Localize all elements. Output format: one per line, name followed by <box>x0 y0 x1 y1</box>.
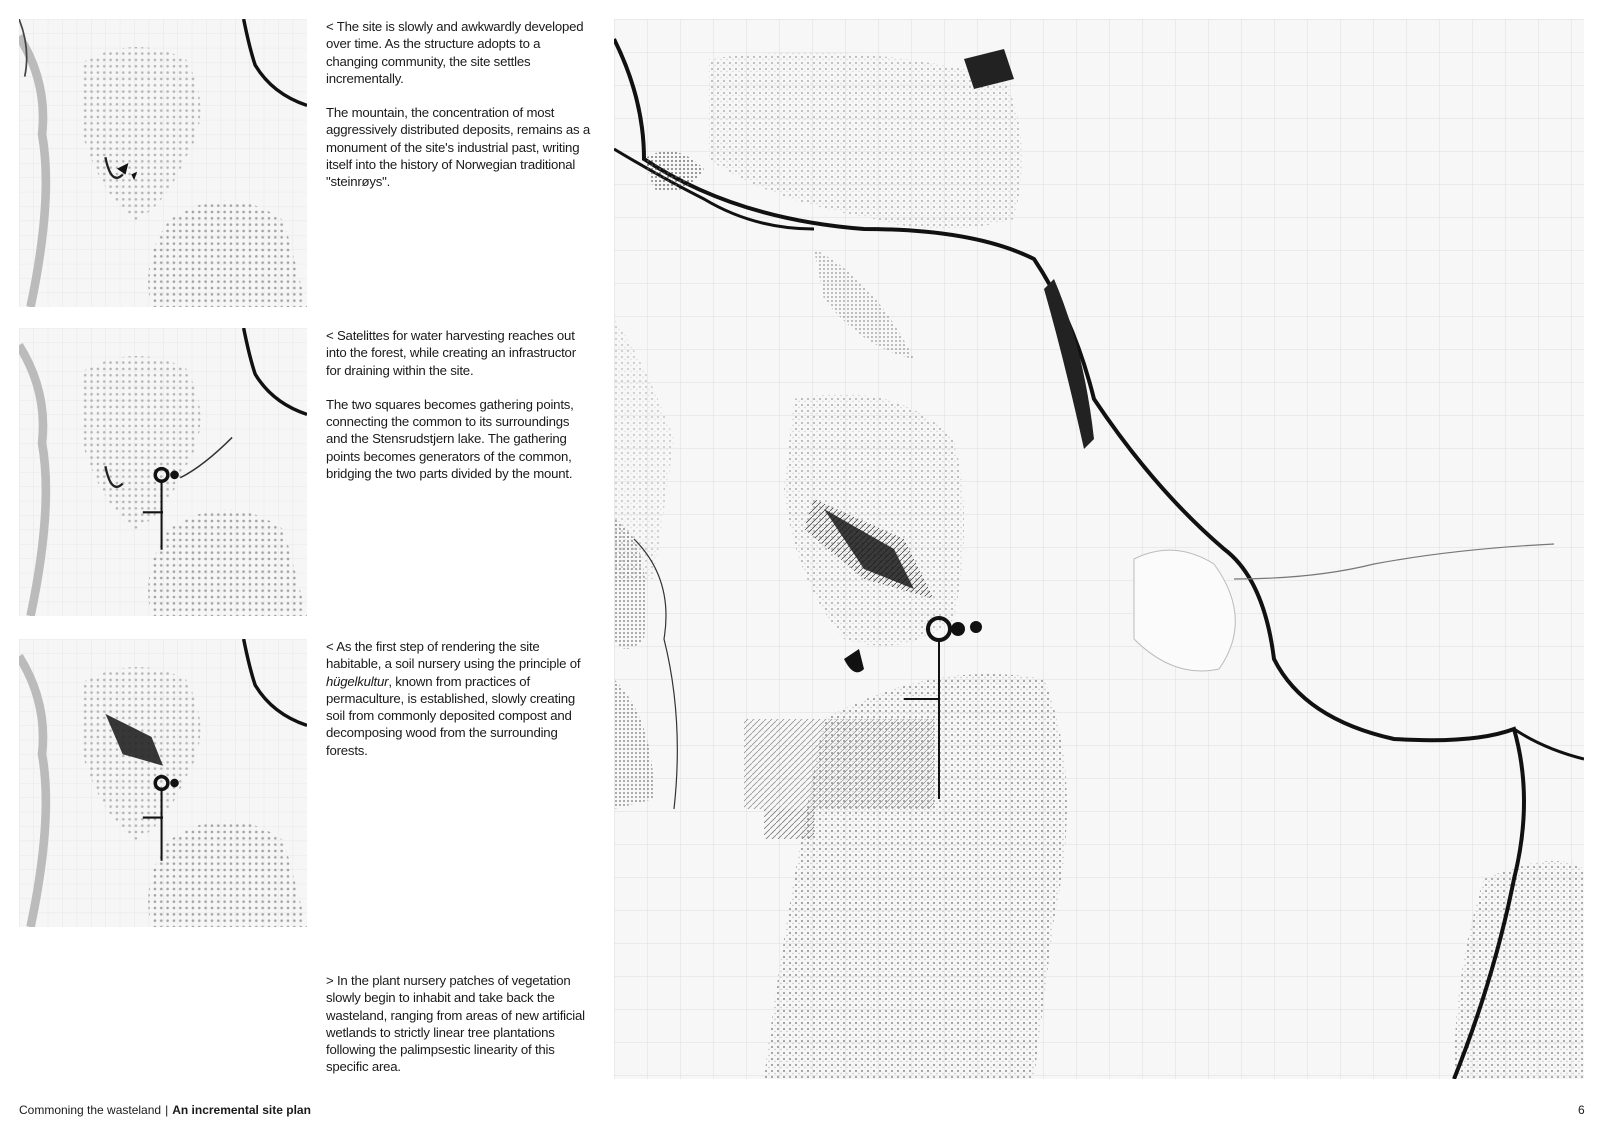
caption-paragraph: The mountain, the concentration of most aggressively distributed deposits, remains as a monument of the site's industrial past, writing itself into the history of Norwegian traditional "steinrøys". <box>326 105 591 190</box>
caption-paragraph: < Satelittes for water harvesting reaches out into the forest, while creating an infrastructor for draining within the site. <box>326 328 576 378</box>
caption-paragraph: < The site is slowly and awkwardly developed over time. As the structure adopts to a changing community, the site settles incrementally. <box>326 19 584 86</box>
stage-1-caption <box>326 18 592 191</box>
caption-emphasis: hügelkultur <box>326 673 389 689</box>
site-plan-thumbnail-stage-3 <box>19 639 307 927</box>
page-subtitle: An incremental site plan <box>172 1103 311 1117</box>
caption-text: , known from practices of permaculture, is established, slowly creating soil from commonly deposited compost and decomposing wood from the surrounding forests. <box>326 673 576 758</box>
stage-2-caption <box>326 327 592 482</box>
site-plan-thumbnail-stage-2 <box>19 328 307 616</box>
caption-paragraph <box>326 638 592 759</box>
caption-text: < As the first step of rendering the site habitable, a soil nursery using the principle of <box>326 639 581 672</box>
site-plan-drawing <box>19 328 307 616</box>
site-plan-drawing <box>19 639 307 927</box>
stage-3-caption <box>326 638 592 759</box>
site-plan-drawing <box>614 19 1584 1079</box>
site-plan-drawing <box>19 19 307 307</box>
caption-paragraph: > In the plant nursery patches of vegetation slowly begin to inhabit and take back the wasteland, ranging from areas of new artificial wetlands to strictly linear tree plantations following the palimpsestic linearity of this specific area. <box>326 973 585 1075</box>
caption-paragraph: The two squares becomes gathering points, connecting the common to its surroundings and the Stensrudstjern lake. The gathering points becomes generators of the common, bridging the two parts divided by the mount. <box>326 396 574 482</box>
footer <box>19 1103 311 1117</box>
footer-separator: | <box>165 1103 169 1117</box>
incremental-site-plan-map <box>614 19 1584 1079</box>
site-plan-thumbnail-stage-1 <box>19 19 307 307</box>
project-title: Commoning the wasteland <box>19 1103 162 1117</box>
plant-nursery-caption <box>326 972 592 1076</box>
page-number: 6 <box>1578 1103 1585 1117</box>
